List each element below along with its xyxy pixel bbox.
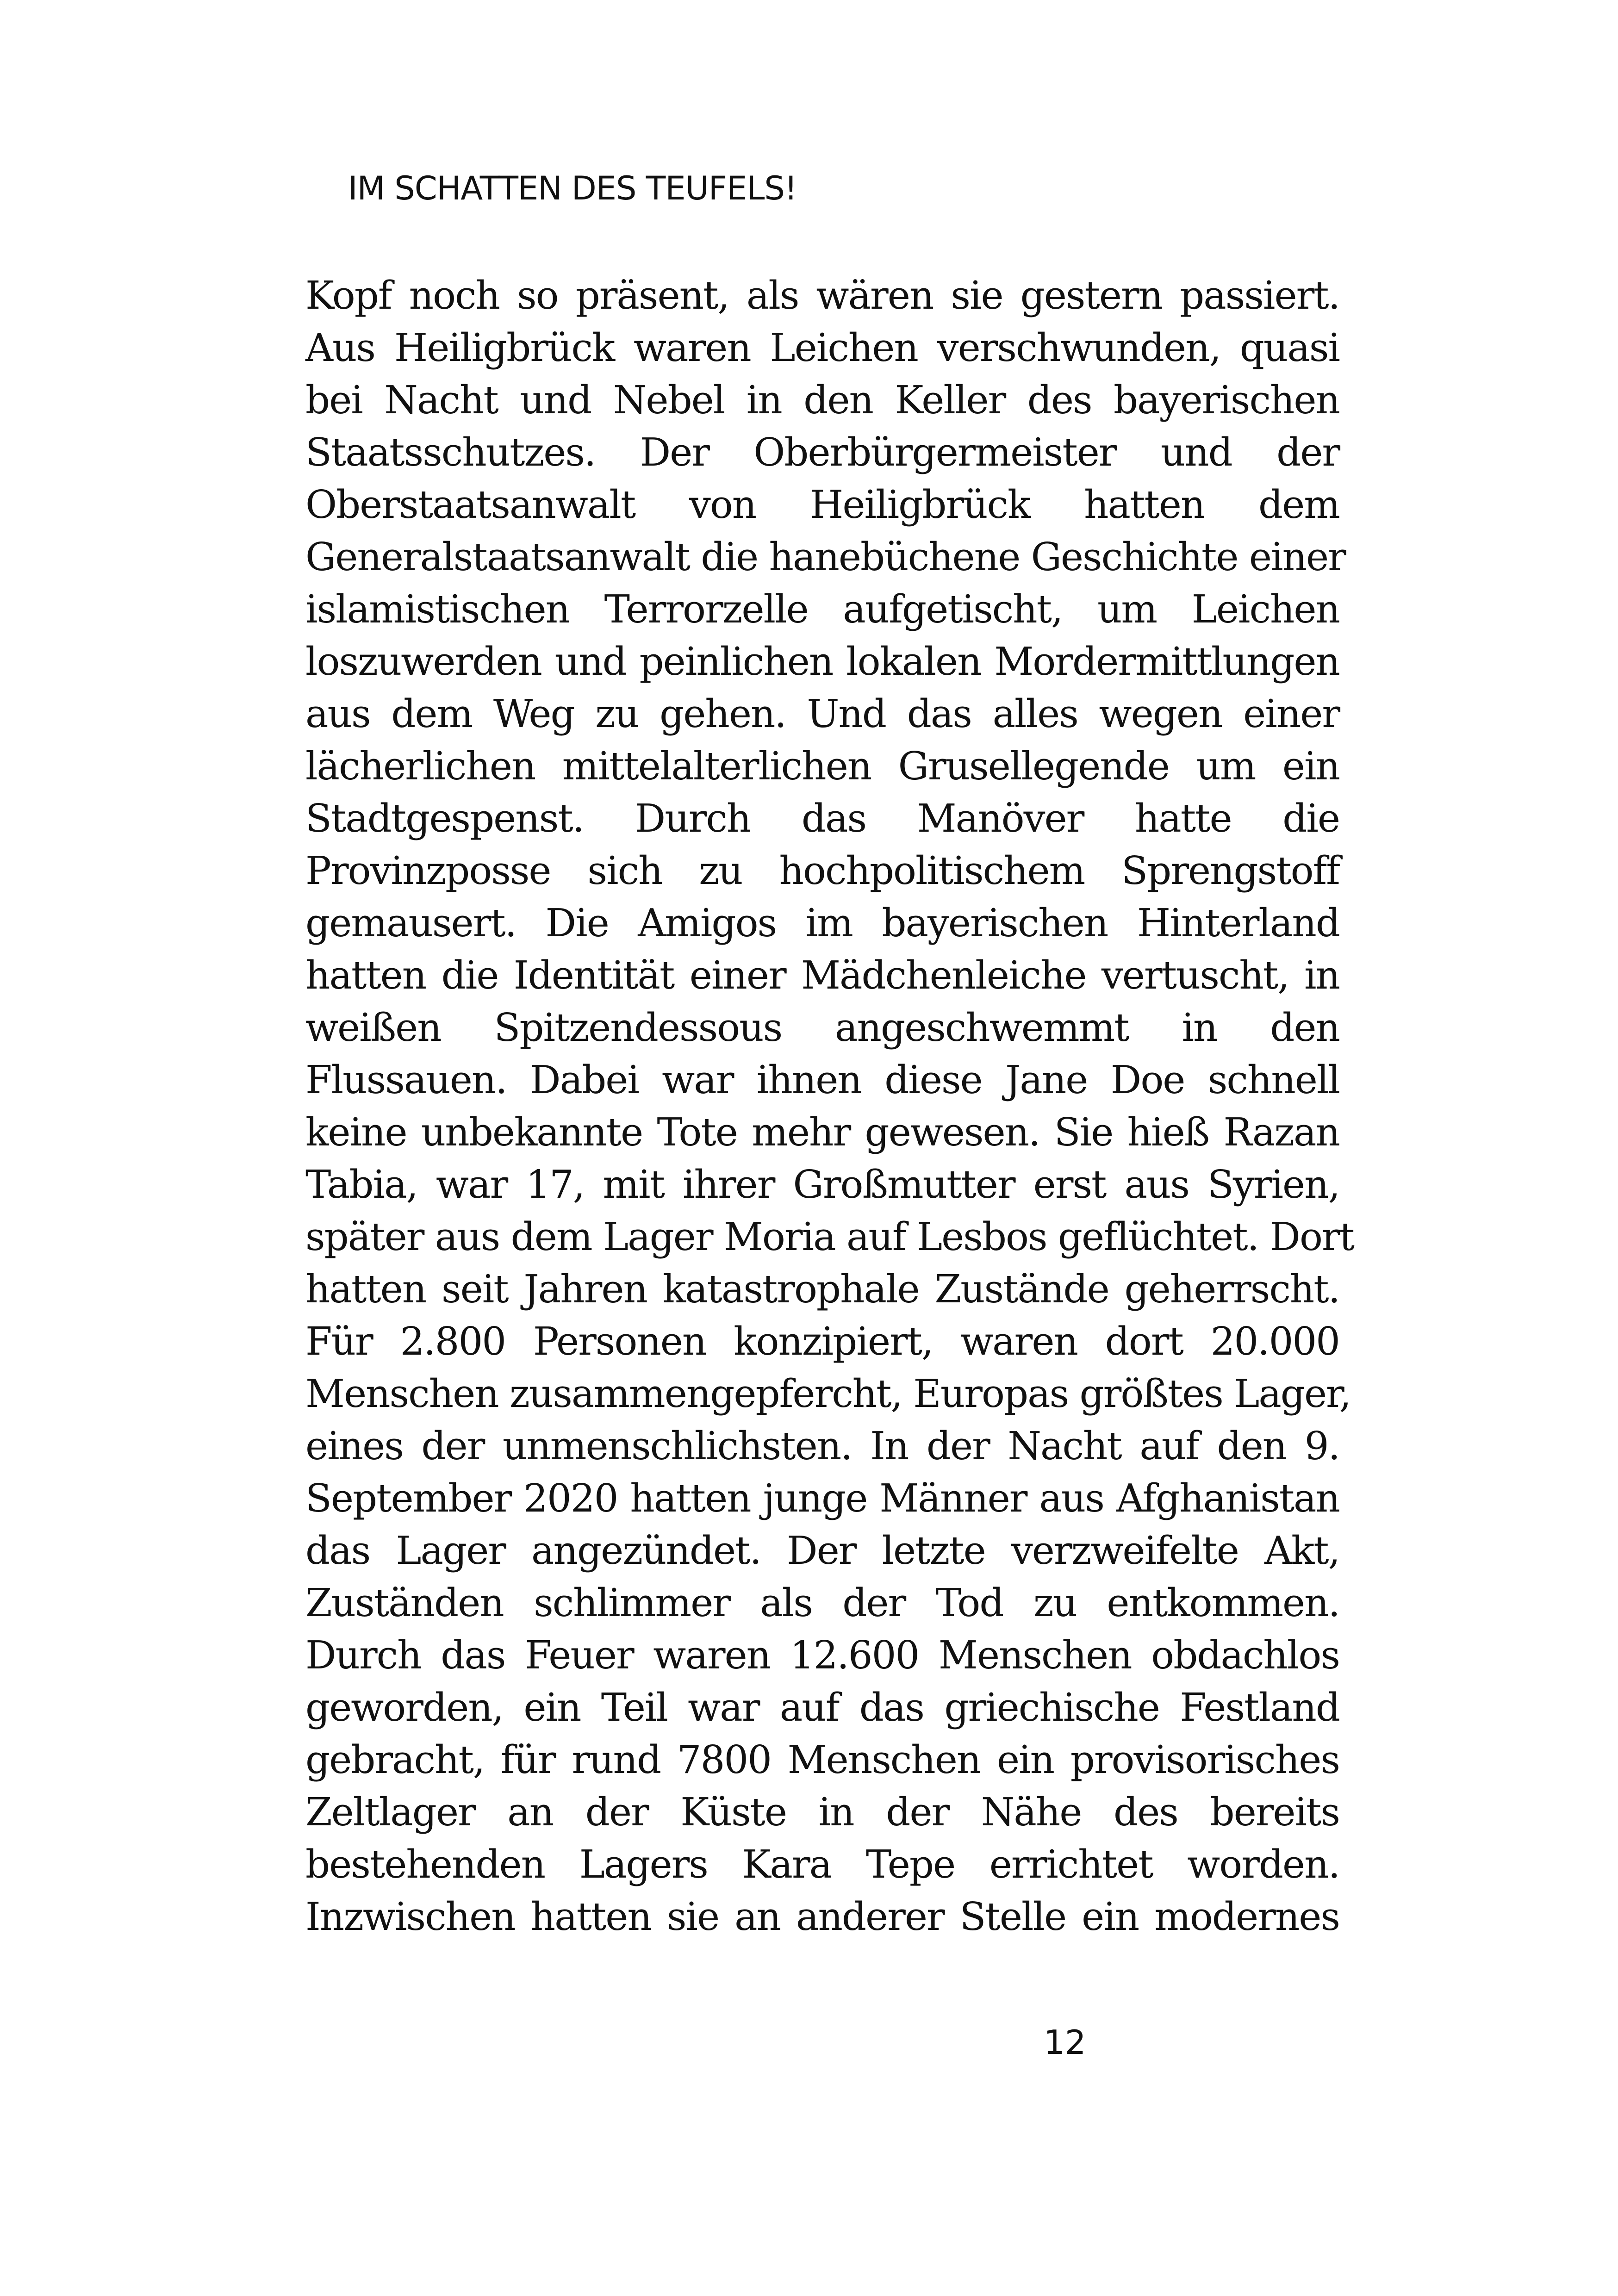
text-line: Inzwischen hatten sie an anderer Stelle ein modernes [305, 1894, 1339, 1939]
text-line: Staatsschutzes. Der Oberbürgermeister und der [305, 430, 1339, 475]
text-line: Flussauen. Dabei war ihnen diese Jane Doe schnell [305, 1058, 1339, 1102]
text-line: das Lager angezündet. Der letzte verzweifelte Akt, [305, 1528, 1339, 1573]
text-line: Aus Heiligbrück waren Leichen verschwunden, quasi [305, 325, 1339, 370]
text-line: Zuständen schlimmer als der Tod zu entkommen. [305, 1580, 1339, 1625]
text-line: September 2020 hatten junge Männer aus Afghanistan [305, 1476, 1339, 1521]
text-line: gebracht, für rund 7800 Menschen ein provisorisches [305, 1737, 1339, 1782]
text-line: geworden, ein Teil war auf das griechische Festland [305, 1685, 1339, 1730]
text-line: islamistischen Terrorzelle aufgetischt, um Leichen [305, 587, 1339, 632]
text-line: Stadtgespenst. Durch das Manöver hatte die [305, 796, 1339, 841]
text-line: bei Nacht und Nebel in den Keller des bayerischen [305, 378, 1339, 423]
text-line: Durch das Feuer waren 12.600 Menschen obdachlos [305, 1633, 1339, 1678]
text-line: gemausert. Die Amigos im bayerischen Hinterland [305, 901, 1339, 946]
text-line: später aus dem Lager Moria auf Lesbos geflüchtet. Dort [305, 1214, 1354, 1259]
text-line: Kopf noch so präsent, als wären sie gestern passiert. [305, 273, 1339, 318]
text-line: Zeltlager an der Küste in der Nähe des bereits [305, 1790, 1339, 1835]
text-line: bestehenden Lagers Kara Tepe errichtet worden. [305, 1842, 1339, 1887]
text-line: keine unbekannte Tote mehr gewesen. Sie hieß Razan [305, 1110, 1339, 1155]
text-line: lächerlichen mittelalterlichen Grusellegende um ein [305, 744, 1339, 789]
text-line: hatten seit Jahren katastrophale Zustände geherrscht. [305, 1267, 1339, 1312]
text-line: Oberstaatsanwalt von Heiligbrück hatten dem [305, 482, 1339, 527]
running-header-title: IM SCHATTEN DES TEUFELS! [348, 169, 797, 207]
text-line: eines der unmenschlichsten. In der Nacht auf den 9. [305, 1424, 1339, 1468]
text-line: aus dem Weg zu gehen. Und das alles wegen einer [305, 691, 1339, 736]
text-line: Provinzposse sich zu hochpolitischem Sprengstoff [305, 848, 1339, 893]
text-line: Für 2.800 Personen konzipiert, waren dort 20.000 [305, 1319, 1339, 1364]
text-line: weißen Spitzendessous angeschwemmt in den [305, 1005, 1339, 1050]
text-line: loszuwerden und peinlichen lokalen Mordermittlungen [305, 639, 1339, 684]
text-line: hatten die Identität einer Mädchenleiche vertuscht, in [305, 953, 1339, 998]
page-number: 12 [1044, 2023, 1086, 2062]
body-text [305, 269, 1354, 1943]
text-line: Generalstaatsanwalt die hanebüchene Geschichte einer [305, 535, 1345, 579]
text-line: Menschen zusammengepfercht, Europas größtes Lager, [305, 1371, 1351, 1416]
text-line: Tabia, war 17, mit ihrer Großmutter erst aus Syrien, [305, 1162, 1339, 1207]
